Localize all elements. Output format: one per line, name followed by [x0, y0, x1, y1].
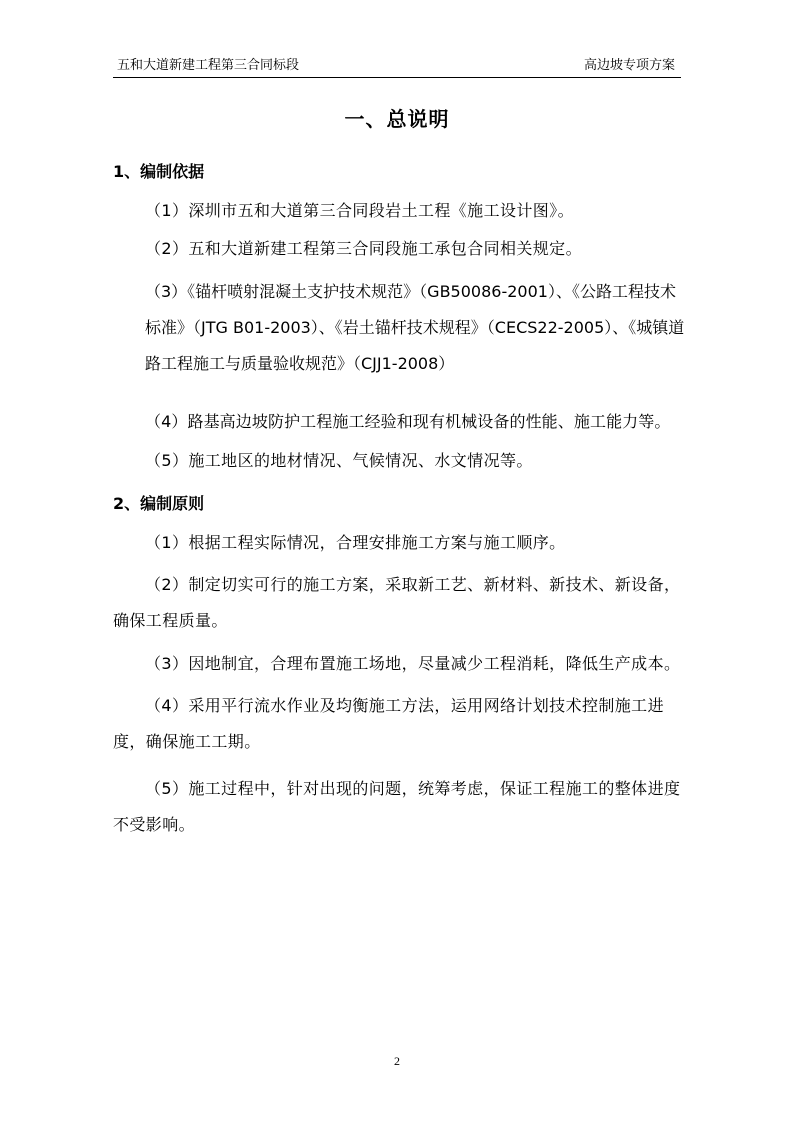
basis-item-4: （4）路基高边坡防护工程施工经验和现有机械设备的性能、施工能力等。 [145, 412, 671, 431]
principle-item-3: （3）因地制宜，合理布置施工场地，尽量减少工程消耗，降低生产成本。 [145, 654, 681, 673]
page-header [113, 56, 681, 76]
page-number: 2 [394, 1054, 400, 1068]
principle-item-5: （5）施工过程中，针对出现的问题，统筹考虑，保证工程施工的整体进度不受影响。 [113, 779, 681, 834]
document-title: 一、总说明 [344, 107, 450, 131]
basis-item-3: （3）《锚杆喷射混凝土支护技术规范》（GB50086-2001）、《公路工程技术标准》（JTG B01-2003）、《岩土锚杆技术规程》（CECS22-2005）、《城镇道路工程施工与质量验收规范》（CJJ1-2008） [145, 282, 685, 373]
basis-item-1: （1）深圳市五和大道第三合同段岩土工程《施工设计图》。 [145, 201, 574, 220]
principle-item-4: （4）采用平行流水作业及均衡施工方法，运用网络计划技术控制施工进度，确保施工工期。 [113, 696, 664, 751]
section-heading-principles: 2、编制原则 [113, 494, 205, 513]
principle-item-1: （1）根据工程实际情况，合理安排施工方案与施工顺序。 [145, 533, 566, 552]
header-rule [113, 77, 681, 78]
basis-item-2: （2）五和大道新建工程第三合同段施工承包合同相关规定。 [145, 239, 582, 258]
header-project-name: 五和大道新建工程第三合同标段 [117, 58, 300, 73]
header-document-type: 高边坡专项方案 [583, 58, 675, 73]
basis-item-5: （5）施工地区的地材情况、气候情况、水文情况等。 [145, 451, 533, 470]
section-heading-basis: 1、编制依据 [113, 162, 205, 181]
principle-item-2: （2）制定切实可行的施工方案，采取新工艺、新材料、新技术、新设备，确保工程质量。 [113, 575, 681, 630]
